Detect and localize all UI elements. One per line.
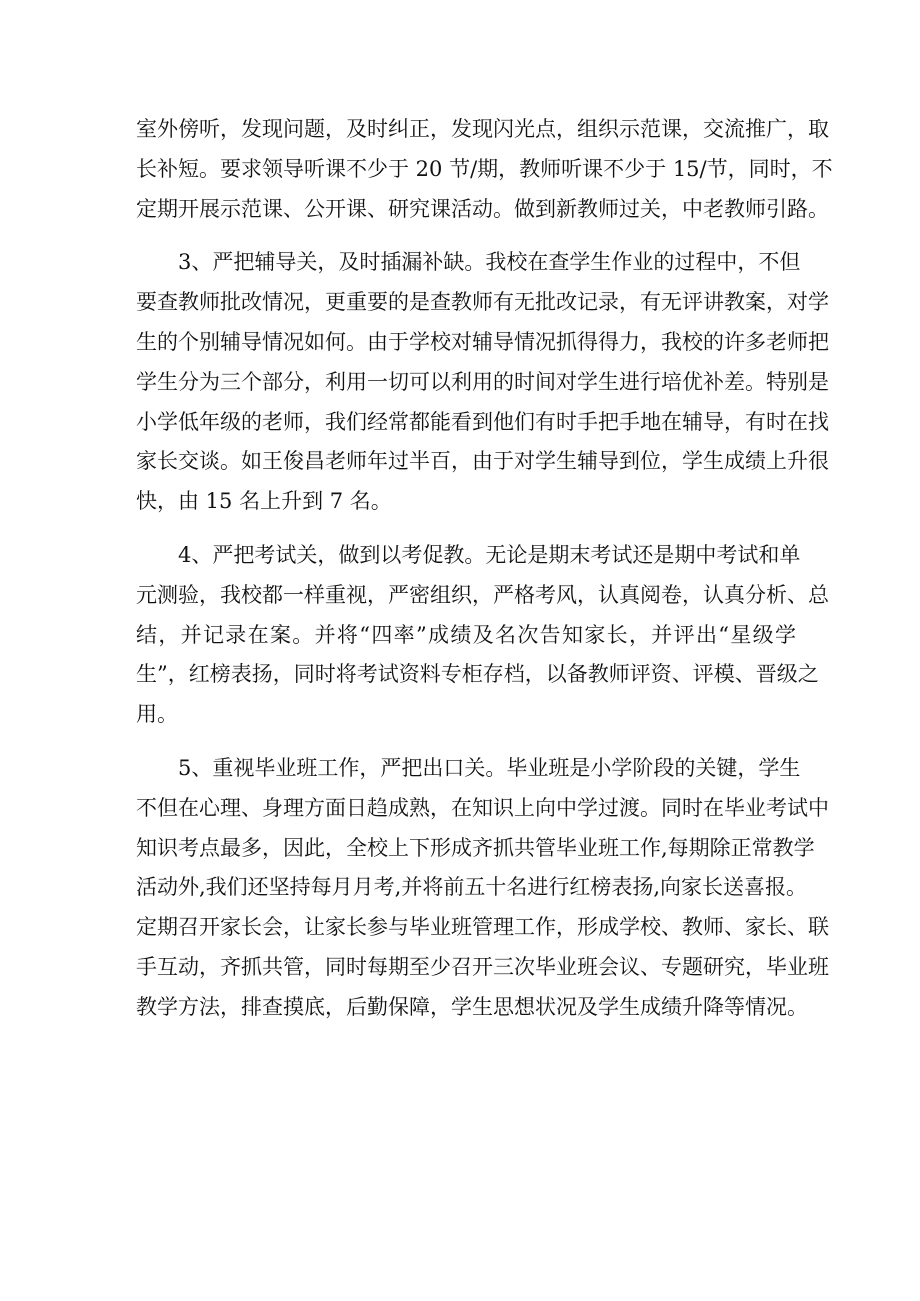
text-line: 不但在心理、身理方面日趋成熟，在知识上向中学过渡。同时在毕业考试中	[136, 795, 829, 820]
text-line: 定期召开家长会，让家长参与毕业班管理工作，形成学校、教师、家长、联	[136, 915, 829, 940]
text-line: 学生分为三个部分，利用一切可以利用的时间对学生进行培优补差。特别是	[136, 369, 829, 394]
document-body	[136, 110, 833, 1028]
paragraph-section-4	[136, 536, 829, 735]
text-line: 室外傍听，发现问题，及时纠正，发现闪光点，组织示范课，交流推广，取	[136, 117, 829, 141]
text-line: 3、严把辅导关，及时插漏补缺。我校在查学生作业的过程中，不但	[178, 250, 801, 275]
text-line: 用。	[136, 702, 178, 727]
paragraph-intro	[136, 110, 833, 229]
text-line: 生的个别辅导情况如何。由于学校对辅导情况抓得得力，我校的许多老师把	[136, 329, 829, 354]
text-line: 生”，红榜表扬，同时将考试资料专柜存档，以备教师评资、评模、晋级之	[136, 662, 819, 687]
text-line: 家长交谈。如王俊昌老师年过半百，由于对学生辅导到位，学生成绩上升很	[136, 449, 829, 474]
text-line: 快，由 15 名上升到 7 名。	[136, 489, 392, 514]
text-line: 活动外,我们还坚持每月月考,并将前五十名进行红榜表扬,向家长送喜报。	[136, 875, 808, 900]
text-line: 5、重视毕业班工作，严把出口关。毕业班是小学阶段的关键，学生	[178, 755, 801, 780]
text-line: 长补短。要求领导听课不少于 20 节/期，教师听课不少于 15/节，同时，不	[136, 156, 833, 181]
text-line: 小学低年级的老师，我们经常都能看到他们有时手把手地在辅导，有时在找	[136, 409, 829, 434]
text-line: 手互动，齐抓共管，同时每期至少召开三次毕业班会议、专题研究，毕业班	[136, 954, 829, 979]
text-line: 要查教师批改情况，更重要的是查教师有无批改记录，有无评讲教案，对学	[136, 290, 829, 315]
paragraph-section-5	[136, 749, 829, 1028]
text-line: 4、严把考试关，做到以考促教。无论是期末考试还是期中考试和单	[178, 542, 801, 567]
text-line: 定期开展示范课、公开课、研究课活动。做到新教师过关，中老教师引路。	[136, 196, 829, 221]
text-line: 结，并记录在案。并将“四率”成绩及名次告知家长，并评出“星级学	[136, 622, 796, 647]
text-line: 知识考点最多，因此，全校上下形成齐抓共管毕业班工作,每期除正常教学	[136, 835, 815, 860]
paragraph-section-3	[136, 243, 829, 522]
text-line: 元测验，我校都一样重视，严密组织，严格考风，认真阅卷，认真分析、总	[136, 582, 829, 607]
text-line: 教学方法，排查摸底，后勤保障，学生思想状况及学生成绩升降等情况。	[136, 994, 808, 1019]
